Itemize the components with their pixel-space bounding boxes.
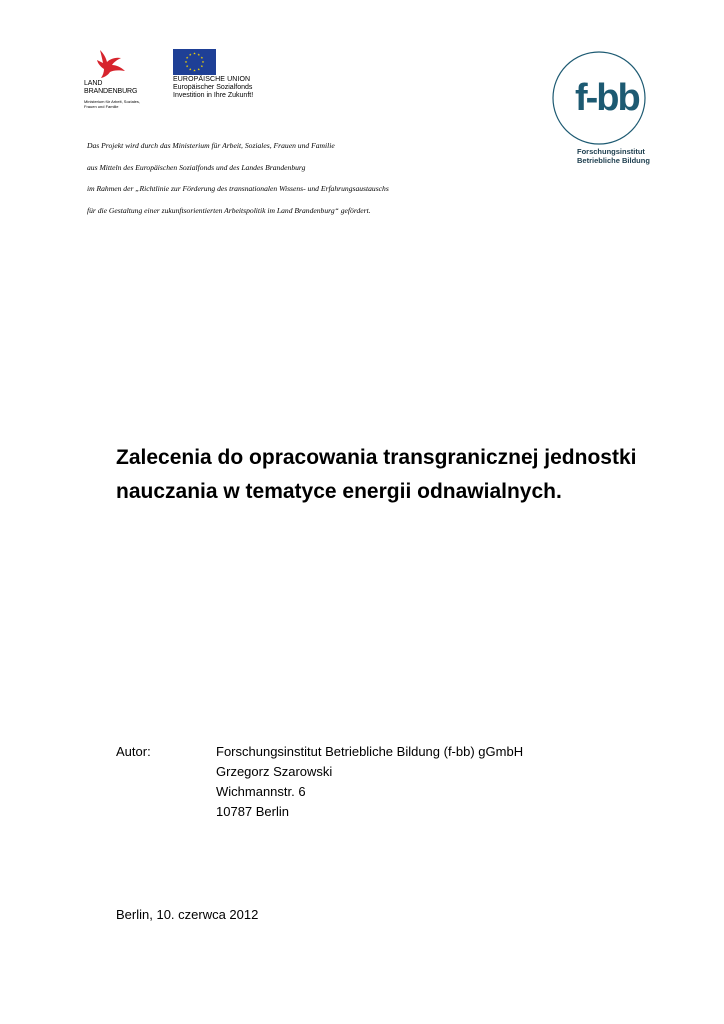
author-name: Grzegorz Szarowski: [216, 764, 333, 779]
author-city: 10787 Berlin: [216, 804, 289, 819]
fbb-line2: Betriebliche Bildung: [577, 156, 650, 165]
eu-star-icon: [193, 52, 195, 54]
brandenburg-name: LAND BRANDENBURG: [84, 80, 138, 95]
eu-star-icon: [201, 65, 203, 67]
eu-star-icon: [202, 61, 204, 63]
eu-star-icon: [193, 69, 195, 71]
funding-notice: [87, 141, 607, 227]
eu-star-icon: [185, 61, 187, 63]
eu-star-icon: [198, 68, 200, 70]
notice-line: aus Mitteln des Europäischen Sozialfonds und des Landes Brandenburg: [87, 162, 306, 172]
document-date: Berlin, 10. czerwca 2012: [116, 907, 259, 922]
notice-line: im Rahmen der „Richtlinie zur Förderung des transnationalen Wissens- und Erfahrungsaustauschs: [87, 184, 389, 193]
eu-flag-icon: [173, 49, 216, 75]
author-organization: Forschungsinstitut Betriebliche Bildung (f-bb) gGmbH: [216, 744, 524, 759]
eu-title: EUROPÄISCHE UNION: [173, 76, 251, 83]
eu-star-icon: [186, 65, 188, 67]
notice-line: für die Gestaltung einer zukunftsorientierten Arbeitspolitik im Land Brandenburg“ gefördert.: [87, 205, 371, 215]
eu-star-icon: [201, 56, 203, 58]
eu-star-icon: [198, 53, 200, 55]
eu-star-icon: [189, 53, 191, 55]
notice-line: Das Projekt wird durch das Ministerium für Arbeit, Soziales, Frauen und Familie: [87, 141, 335, 150]
document-title: [116, 441, 676, 509]
author-street: Wichmannstr. 6: [216, 784, 306, 799]
author-label: Autor:: [116, 744, 151, 759]
brandenburg-ministry: Ministerium für Arbeit, Soziales, Frauen und Familie: [84, 99, 141, 109]
fbb-mark: f-bb: [575, 77, 639, 119]
eu-fund: Europäischer Sozialfonds: [173, 84, 253, 91]
eu-star-icon: [186, 56, 188, 58]
eu-star-icon: [189, 68, 191, 70]
brandenburg-logo: [84, 48, 154, 120]
red-eagle-icon: [90, 48, 130, 80]
title-line: nauczania w tematyce energii odnawialnych.: [116, 480, 562, 503]
eu-logo-text: [173, 76, 253, 100]
eu-slogan: Investition in Ihre Zukunft!: [173, 92, 254, 99]
title-line: Zalecenia do opracowania transgranicznej jednostki: [116, 446, 637, 469]
fbb-line1: Forschungsinstitut: [577, 147, 645, 156]
author-details: [216, 742, 523, 822]
